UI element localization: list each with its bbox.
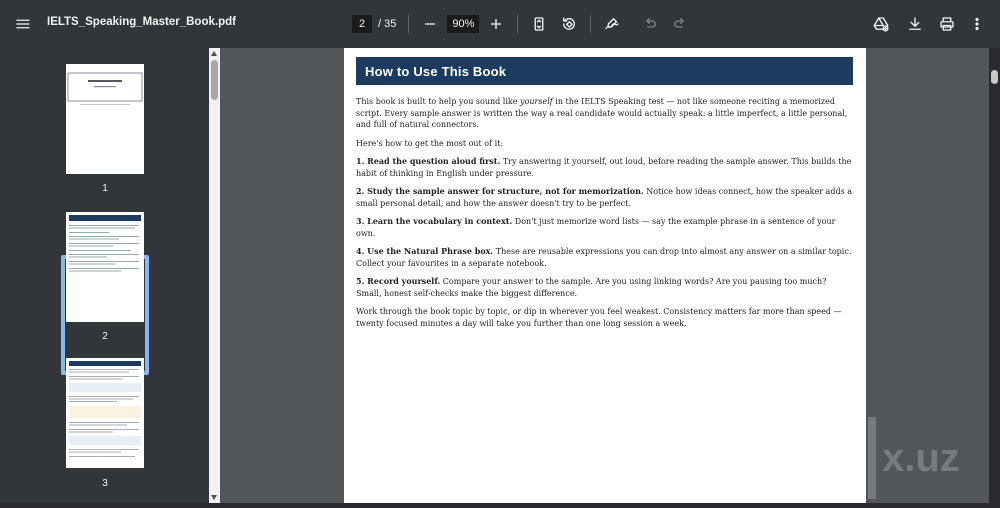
page-number-input[interactable]: [352, 15, 372, 33]
page-total: / 35: [378, 18, 397, 30]
step-paragraph: 3. Learn the vocabulary in context. Don't just memorize word lists — say the example phrase in a sentence of your own.: [356, 216, 836, 238]
thumbnail-page-1[interactable]: [66, 64, 144, 174]
thumbnail-page-3[interactable]: [66, 358, 144, 468]
more-vertical-icon: [968, 15, 986, 33]
thumbnail-label: 3: [102, 478, 108, 489]
scroll-down-arrow[interactable]: [211, 495, 217, 500]
more-options-button[interactable]: [962, 9, 992, 39]
closing-paragraph: Work through the book topic by topic, or dip in wherever you feel weakest. Consistency matters far more than speed — twenty focused minutes a day will take you further than one long session a week.: [356, 307, 842, 328]
sidebar-scrollbar[interactable]: [209, 48, 220, 503]
drive-icon: [872, 15, 890, 33]
thumbnail-label: 2: [102, 331, 108, 342]
rotate-icon: [560, 15, 578, 33]
pen-icon: [603, 15, 621, 33]
toolbar-divider: [517, 15, 518, 33]
site-watermark: [790, 415, 1000, 503]
rotate-button[interactable]: [554, 9, 584, 39]
right-toolbar-controls: [866, 9, 992, 39]
watermark-logo: [790, 415, 1000, 503]
undo-icon: [641, 15, 659, 33]
toolbar-divider: [408, 15, 409, 33]
print-button[interactable]: [932, 9, 962, 39]
print-icon: [938, 15, 956, 33]
zoom-in-button[interactable]: [481, 9, 511, 39]
step-paragraph: 5. Record yourself. Compare your answer to the sample. Are you using linking words? Are you pausing too much? Small, honest self-checks make the biggest difference.: [356, 276, 827, 298]
pdf-page: [344, 48, 866, 503]
annotate-button[interactable]: [597, 9, 627, 39]
thumbnail-sidebar: [0, 48, 220, 503]
page-body: [356, 96, 853, 336]
redo-icon: [671, 15, 689, 33]
redo-button[interactable]: [665, 9, 695, 39]
thumbnail-label: 1: [102, 183, 108, 194]
page-zoom-controls: [352, 9, 695, 39]
watermark-text: x.uz: [882, 436, 960, 480]
thumbnail-preview: [66, 64, 144, 174]
pdf-toolbar: [0, 0, 1000, 48]
sidebar-scroll-thumb[interactable]: [211, 60, 218, 100]
zoom-out-button[interactable]: [415, 9, 445, 39]
step-paragraph: 1. Read the question aloud first. Try answering it yourself, out loud, before reading the sample answer. This builds the habit of thinking in English under pressure.: [356, 156, 852, 178]
undo-button[interactable]: [635, 9, 665, 39]
plus-icon: [487, 15, 505, 33]
download-icon: [906, 15, 924, 33]
fit-page-button[interactable]: [524, 9, 554, 39]
scroll-up-arrow[interactable]: [211, 51, 217, 56]
step-paragraph: 4. Use the Natural Phrase box. These are reusable expressions you can drop into almost any answer on a similar topic. Collect your favourites in a separate notebook.: [356, 246, 852, 268]
drive-button[interactable]: [866, 9, 896, 39]
menu-icon[interactable]: [8, 9, 38, 39]
thumbnail-page-2[interactable]: [66, 212, 144, 322]
fit-page-icon: [530, 15, 548, 33]
thumbnail-preview: [66, 358, 144, 468]
viewer-scroll-thumb[interactable]: [991, 70, 998, 84]
document-title: IELTS_Speaking_Master_Book.pdf: [47, 16, 236, 28]
page-heading: How to Use This Book: [356, 57, 853, 85]
lead-paragraph: Here's how to get the most out of it:: [356, 138, 504, 148]
zoom-input[interactable]: [447, 15, 479, 33]
thumbnail-preview: [66, 212, 144, 322]
minus-icon: [421, 15, 439, 33]
intro-paragraph: This book is built to help you sound like yourself in the IELTS Speaking test — not like someone reciting a memorized script. Every sample answer is written the way a real candidate would actually speak: a little imperfect, a little personal, and full of natural connectors.: [356, 97, 848, 129]
step-paragraph: 2. Study the sample answer for structure, not for memorization. Notice how ideas connect, how the speaker adds a small personal detail, and how the answer doesn't try to be perfect.: [356, 186, 852, 208]
toolbar-divider: [590, 15, 591, 33]
download-button[interactable]: [900, 9, 930, 39]
